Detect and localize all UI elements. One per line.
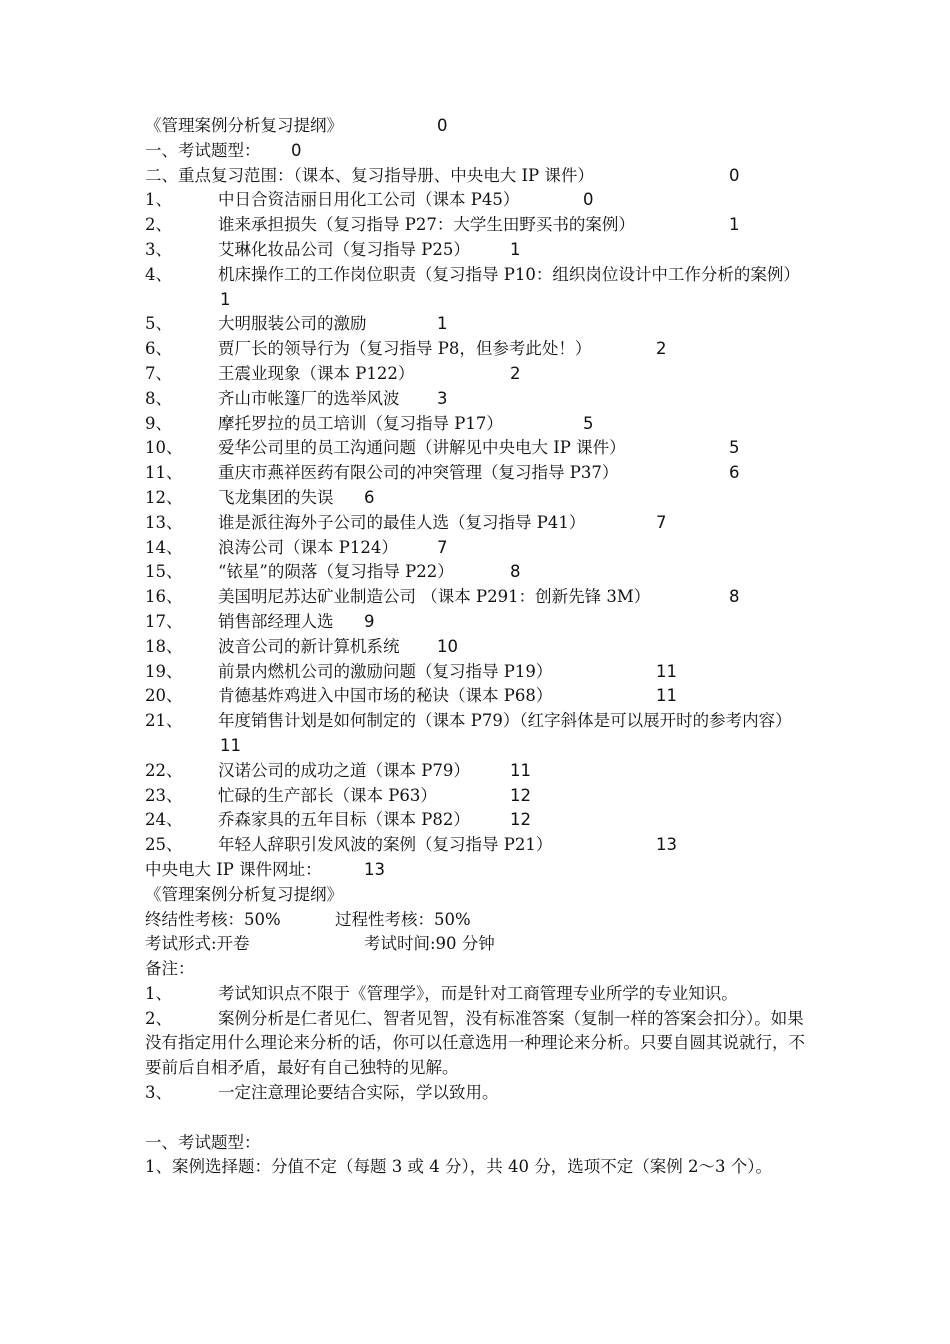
toc-item (145, 709, 815, 759)
toc-item (145, 461, 815, 486)
toc-item (145, 238, 815, 263)
note-item (145, 1007, 815, 1081)
note-item (145, 1081, 815, 1106)
toc-ip-url-line (145, 858, 815, 883)
toc-item-page: 7 (437, 537, 448, 557)
exam-weights-line (145, 908, 815, 933)
toc-item (145, 610, 815, 635)
toc-item (145, 536, 815, 561)
toc-item-page: 6 (364, 487, 375, 507)
toc-item-num: 15、 (145, 562, 183, 582)
notes-label: 备注： (145, 959, 195, 979)
toc-item-page: 1 (510, 239, 521, 259)
toc-item-text: 大明服装公司的激励 (218, 314, 367, 334)
note-num: 3、 (145, 1083, 172, 1103)
toc-item (145, 213, 815, 238)
toc-item-text: 贾厂长的领导行为（复习指导 P8，但参考此处！） (218, 339, 592, 359)
doc-title-line (145, 883, 815, 908)
toc-item-page: 5 (729, 438, 740, 458)
toc-item (145, 436, 815, 461)
toc-item-num: 9、 (145, 413, 172, 433)
toc-item (145, 560, 815, 585)
toc-item-num: 22、 (145, 760, 183, 780)
toc-item (145, 585, 815, 610)
toc-item (145, 684, 815, 709)
note-text: 案例分析是仁者见仁、智者见智，没有标准答案（复制一样的答案会扣分）。如果没有指定用什么理论来分析的话，你可以任意选用一种理论来分析。只要自圆其说就行，不要前后自相矛盾，最好有自己独特的见解。 (145, 1008, 805, 1078)
notes-label-line (145, 957, 815, 982)
toc-item-text: 齐山市帐篷厂的选举风波 (218, 388, 400, 408)
toc-ip-url-label: 中央电大 IP 课件网址： (145, 859, 322, 879)
toc-item-page: 1 (220, 289, 231, 309)
toc-item (145, 808, 815, 833)
toc-sec2-line (145, 164, 815, 189)
section1-title: 一、考试题型： (145, 1132, 261, 1152)
toc-sec2: 二、重点复习范围：（课本、复习指导册、中央电大 IP 课件） (145, 165, 594, 185)
toc-item (145, 387, 815, 412)
section1-item: 1、案例选择题：分值不定（每题 3 或 4 分），共 40 分，选项不定（案例 2～3 个）。 (145, 1157, 772, 1177)
note-num: 2、 (145, 1008, 172, 1028)
toc-item-page: 13 (656, 835, 677, 855)
toc-item (145, 188, 815, 213)
note-num: 1、 (145, 983, 172, 1003)
toc-item-num: 4、 (145, 264, 172, 284)
exam-form-line (145, 932, 815, 957)
toc-sec2-page: 0 (729, 165, 740, 185)
toc-item-num: 7、 (145, 363, 172, 383)
toc-item (145, 412, 815, 437)
document-page (145, 114, 815, 1180)
section1-title-line (145, 1131, 815, 1156)
note-text: 一定注意理论要结合实际，学以致用。 (218, 1083, 499, 1103)
toc-item-text: 浪涛公司（课本 P124） (218, 537, 398, 557)
toc-item-num: 14、 (145, 537, 183, 557)
toc-item-page: 8 (510, 562, 521, 582)
toc-item-text: 机床操作工的工作岗位职责（复习指导 P10：组织岗位设计中工作分析的案例） (218, 264, 800, 284)
toc-sec1: 一、考试题型： (145, 140, 261, 160)
toc-item-page: 11 (656, 686, 677, 706)
toc-item (145, 511, 815, 536)
toc-item-page: 11 (510, 760, 531, 780)
toc-item-text: 销售部经理人选 (218, 611, 334, 631)
toc-item-num: 17、 (145, 611, 183, 631)
toc-item-page: 8 (729, 587, 740, 607)
toc-item-text: 爱华公司里的员工沟通问题（讲解见中央电大 IP 课件） (218, 438, 626, 458)
toc-item-text: 艾琳化妆品公司（复习指导 P25） (218, 239, 470, 259)
toc-title-line (145, 114, 815, 139)
toc-item-page: 11 (656, 661, 677, 681)
toc-item-num: 18、 (145, 636, 183, 656)
toc-item-num: 21、 (145, 711, 183, 731)
final-exam-weight: 终结性考核：50% (145, 909, 281, 929)
toc-item-num: 11、 (145, 463, 183, 483)
toc-item-page: 1 (437, 314, 448, 334)
toc-sec1-line (145, 139, 815, 164)
toc-item-text: 前景内燃机公司的激励问题（复习指导 P19） (218, 661, 553, 681)
toc-item-text: 波音公司的新计算机系统 (218, 636, 400, 656)
toc-item-text: “铱星”的陨落（复习指导 P22） (218, 562, 454, 582)
note-item (145, 982, 815, 1007)
toc-item-num: 25、 (145, 835, 183, 855)
toc-item-page: 6 (729, 463, 740, 483)
toc-item-num: 10、 (145, 438, 183, 458)
toc-item-page: 12 (510, 785, 531, 805)
toc-item-page: 7 (656, 512, 667, 532)
toc-item (145, 660, 815, 685)
toc-item (145, 362, 815, 387)
toc-item-text: 谁来承担损失（复习指导 P27：大学生田野买书的案例） (218, 215, 635, 235)
toc-item-text: 汉诺公司的成功之道（课本 P79） (218, 760, 470, 780)
toc-item (145, 784, 815, 809)
exam-time: 考试时间:90 分钟 (364, 934, 495, 954)
toc-item-text: 乔森家具的五年目标（课本 P82） (218, 810, 470, 830)
toc-item (145, 486, 815, 511)
toc-item-text: 王震业现象（课本 P122） (218, 363, 415, 383)
toc-item-page: 11 (220, 735, 241, 755)
toc-item-page: 3 (437, 388, 448, 408)
toc-item-text: 飞龙集团的失误 (218, 487, 334, 507)
toc-item-text: 美国明尼苏达矿业制造公司 （课本 P291：创新先锋 3M） (218, 587, 651, 607)
toc-item-page: 1 (729, 215, 740, 235)
toc-item (145, 312, 815, 337)
toc-item-page: 10 (437, 636, 458, 656)
toc-item-text: 重庆市燕祥医药有限公司的冲突管理（复习指导 P37） (218, 463, 619, 483)
toc-item (145, 833, 815, 858)
blank-line (145, 1106, 815, 1131)
toc-item-text: 摩托罗拉的员工培训（复习指导 P17） (218, 413, 503, 433)
toc-item-text: 谁是派往海外子公司的最佳人选（复习指导 P41） (218, 512, 586, 532)
toc-item-num: 20、 (145, 686, 183, 706)
toc-item-page: 9 (364, 611, 375, 631)
toc-item-num: 1、 (145, 190, 172, 210)
toc-item-num: 13、 (145, 512, 183, 532)
toc-item-num: 8、 (145, 388, 172, 408)
toc-item-num: 6、 (145, 339, 172, 359)
toc-item-num: 16、 (145, 587, 183, 607)
note-text: 考试知识点不限于《管理学》，而是针对工商管理专业所学的专业知识。 (218, 983, 738, 1003)
toc-sec1-page: 0 (291, 140, 302, 160)
toc-item-text: 肯德基炸鸡进入中国市场的秘诀（课本 P68） (218, 686, 553, 706)
toc-item-num: 3、 (145, 239, 172, 259)
doc-title: 《管理案例分析复习提纲》 (145, 884, 343, 904)
toc-item (145, 635, 815, 660)
toc-item-text: 忙碌的生产部长（课本 P63） (218, 785, 437, 805)
toc-item (145, 759, 815, 784)
toc-item-num: 12、 (145, 487, 183, 507)
toc-item-text: 年轻人辞职引发风波的案例（复习指导 P21） (218, 835, 553, 855)
toc-item-num: 24、 (145, 810, 183, 830)
toc-title: 《管理案例分析复习提纲》 (145, 116, 343, 135)
toc-item-num: 19、 (145, 661, 183, 681)
toc-ip-url-page: 13 (364, 859, 385, 879)
toc-item-page: 0 (583, 190, 594, 210)
toc-item-text: 中日合资洁丽日用化工公司（课本 P45） (218, 190, 520, 210)
process-exam-weight: 过程性考核：50% (335, 909, 471, 929)
toc-item-num: 5、 (145, 314, 172, 334)
toc-title-page: 0 (437, 116, 448, 135)
toc-item (145, 337, 815, 362)
toc-item-page: 5 (583, 413, 594, 433)
toc-item-num: 2、 (145, 215, 172, 235)
toc-item-text: 年度销售计划是如何制定的（课本 P79）（红字斜体是可以展开时的参考内容） (218, 711, 792, 731)
toc-item-page: 12 (510, 810, 531, 830)
toc-item-page: 2 (510, 363, 521, 383)
toc-item (145, 263, 815, 313)
toc-item-page: 2 (656, 339, 667, 359)
exam-form: 考试形式:开卷 (145, 934, 250, 954)
toc-item-num: 23、 (145, 785, 183, 805)
